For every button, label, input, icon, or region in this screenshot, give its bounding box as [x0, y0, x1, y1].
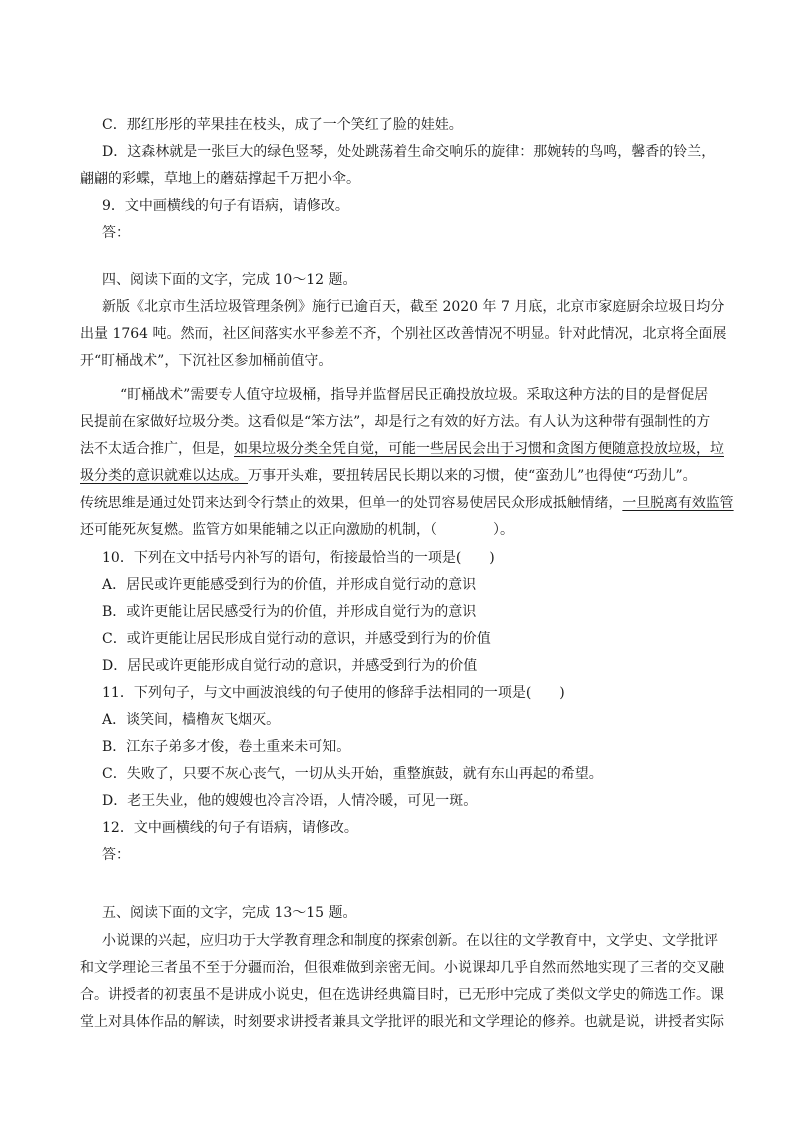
section4-p2-line5 — [80, 493, 734, 513]
q8-option-d-line1: D．这森林就是一张巨大的绿色竖琴，处处跳荡着生命交响乐的旋律：那婉转的鸟鸣，馨香的铃兰， — [102, 144, 716, 160]
section4-p2-line5-text: 传统思维是通过处罚来达到令行禁止的效果，但单一的处罚容易使居民众形成抵触情绪， — [80, 495, 623, 511]
section4-p2-line2: 民提前在家做好垃圾分类。这看似是“笨方法”，却是行之有效的好方法。有人认为这种带有强制性的方 — [80, 414, 711, 430]
underlined-sentence-part2: 圾分类的意识就难以达成。 — [80, 468, 248, 484]
section5-line1: 小说课的兴起，应归功于大学教育理念和制度的探索创新。在以往的文学教育中，文学史、文学批评 — [102, 933, 718, 949]
section4-p2-line3 — [80, 439, 724, 459]
section4-p2-line4-text: 万事开头难，要扭转居民长期以来的习惯，使“蛮劲儿”也得使“巧劲儿”。 — [248, 468, 697, 484]
q9-answer-label: 答： — [102, 225, 130, 241]
q11-prompt: 11．下列句子，与文中画波浪线的句子使用的修辞手法相同的一项是( ) — [102, 685, 565, 701]
q11-option-a: A．谈笑间，樯橹灰飞烟灭。 — [102, 712, 281, 728]
q10-option-d: D．居民或许更能形成自觉行动的意识，并感受到行为的价值 — [102, 658, 478, 674]
q10-option-a: A．居民或许更能感受到行为的价值，并形成自觉行动的意识 — [102, 577, 477, 593]
section4-p2-line1: “盯桶战术”需要专人值守垃圾桶，指导并监督居民正确投放垃圾。采取这种方法的目的是督促居 — [120, 387, 709, 403]
wavy-underlined-sentence: 一旦脱离有效监管 — [622, 495, 734, 511]
q12-prompt: 12．文中画横线的句子有语病，请修改。 — [102, 820, 358, 836]
underlined-sentence-part1: 如果垃圾分类全凭自觉，可能一些居民会出于习惯和贪图方便随意投放垃圾，垃 — [234, 441, 724, 457]
q8-option-c: C．那红彤彤的苹果挂在枝头，成了一个笑红了脸的娃娃。 — [102, 117, 463, 133]
section5-line4: 堂上对具体作品的解读，时刻要求讲授者兼具文学批评的眼光和文学理论的修养。也就是说，讲授者实际 — [80, 1014, 724, 1030]
q9-prompt: 9．文中画横线的句子有语病，请修改。 — [102, 198, 349, 214]
q11-option-c: C．失败了，只要不灰心丧气，一切从头开始，重整旗鼓，就有东山再起的希望。 — [102, 766, 603, 782]
section4-p2-line4 — [80, 466, 697, 486]
section4-p1-line3: 开“盯桶战术”，下沉社区参加桶前值守。 — [80, 353, 333, 369]
section5-line3: 合。讲授者的初衷虽不是讲成小说史，但在选讲经典篇目时，已无形中完成了类似文学史的筛选工作。课 — [80, 987, 724, 1003]
section4-p2-line3-text: 法不太适合推广，但是， — [80, 441, 234, 457]
section4-p1-line1: 新版《北京市生活垃圾管理条例》施行已逾百天，截至 2020 年 7 月底，北京市家庭厨余垃圾日均分 — [102, 299, 725, 315]
q12-answer-label: 答： — [102, 847, 130, 863]
section5-line2: 和文学理论三者虽不至于分疆而治，但很难做到亲密无间。小说课却几乎自然而然地实现了三者的交叉融 — [80, 960, 724, 976]
q10-option-b: B．或许更能让居民感受行为的价值，并形成自觉行为的意识 — [102, 604, 477, 620]
q11-option-b: B．江东子弟多才俊，卷土重来未可知。 — [102, 739, 351, 755]
q11-option-d: D．老王失业，他的嫂嫂也冷言冷语，人情冷暖，可见一斑。 — [102, 793, 478, 809]
section4-p2-line6: 还可能死灰复燃。监管方如果能辅之以正向激励的机制，（ ）。 — [80, 522, 514, 538]
q10-option-c: C．或许更能让居民形成自觉行动的意识，并感受到行为的价值 — [102, 631, 491, 647]
section4-heading: 四、阅读下面的文字，完成 10～12 题。 — [102, 272, 357, 288]
q8-option-d-line2: 翩翩的彩蝶，草地上的蘑菇撑起千万把小伞。 — [80, 171, 360, 187]
section4-p1-line2: 出量 1764 吨。然而，社区间落实水平参差不齐，个别社区改善情况不明显。针对此情况，北京将全面展 — [80, 326, 727, 342]
q10-prompt: 10．下列在文中括号内补写的语句，衔接最恰当的一项是( ) — [102, 550, 495, 566]
section5-heading: 五、阅读下面的文字，完成 13～15 题。 — [102, 905, 357, 921]
